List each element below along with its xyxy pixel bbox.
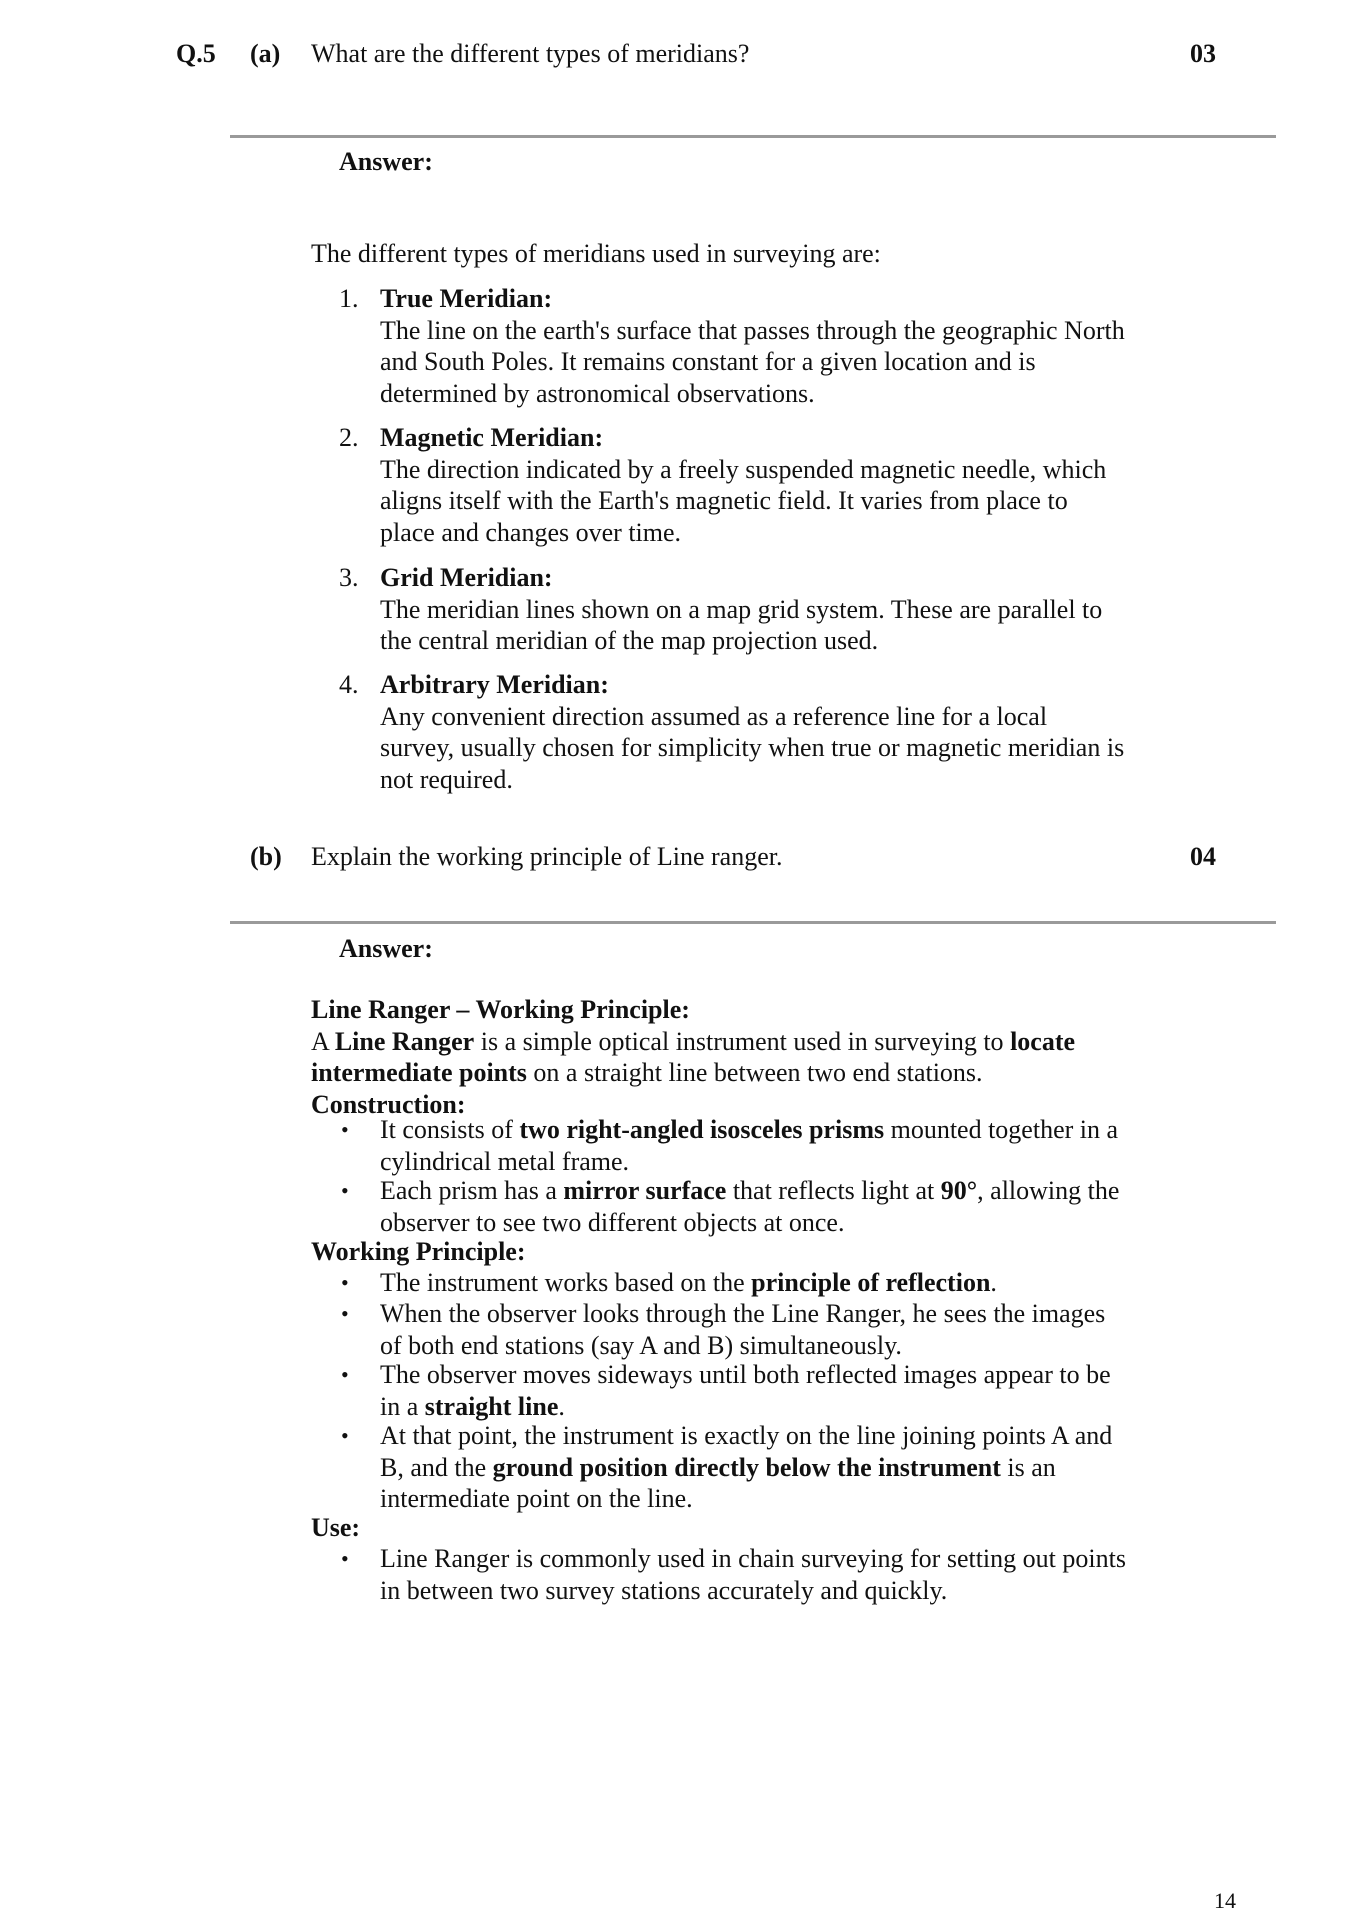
- bullet-icon: •: [341, 1301, 349, 1326]
- item-line: Any convenient direction assumed as a reference line for a local: [380, 701, 1048, 731]
- page-number: 14: [1214, 1888, 1236, 1913]
- item-line: The direction indicated by a freely suspended magnetic needle, which: [380, 454, 1107, 484]
- bullet-icon: •: [341, 1423, 349, 1448]
- divider-a: [230, 135, 1276, 138]
- answer-heading-b: Answer:: [339, 934, 433, 963]
- use-item: Line Ranger is commonly used in chain surveying for setting out points in between two survey stations accurately and quickly.: [380, 1544, 1126, 1605]
- bullet-icon: •: [341, 1546, 349, 1571]
- meridian-item: [339, 562, 359, 594]
- working-item: At that point, the instrument is exactly on the line joining points A and B, and the ground position directly below the instrument is an intermediate point on the line.: [380, 1421, 1113, 1513]
- meridian-item-text: [380, 562, 1102, 657]
- question-number: Q.5: [176, 39, 216, 68]
- item-line: not required.: [380, 764, 513, 794]
- item-line: The meridian lines shown on a map grid system. These are parallel to: [380, 594, 1103, 624]
- line-ranger-section: [311, 994, 1075, 1120]
- item-title: Grid Meridian:: [380, 563, 553, 592]
- line-ranger-title: Line Ranger – Working Principle:: [311, 995, 690, 1024]
- construction-item: It consists of two right-angled isosceles prisms mounted together in a cylindrical metal frame.: [380, 1115, 1119, 1176]
- line-ranger-intro-line2: intermediate points on a straight line between two end stations.: [311, 1058, 983, 1087]
- working-heading: Working Principle:: [311, 1237, 526, 1266]
- line-ranger-intro-line1: A Line Ranger is a simple optical instrument used in surveying to locate: [311, 1026, 1076, 1056]
- working-item: When the observer looks through the Line Ranger, he sees the images of both end stations (say A and B) simultaneously.: [380, 1299, 1106, 1360]
- item-line: and South Poles. It remains constant for a given location and is: [380, 347, 1036, 376]
- bullet-icon: •: [341, 1362, 349, 1387]
- item-line: place and changes over time.: [380, 517, 682, 547]
- meridian-item: [339, 283, 359, 315]
- part-a-question: What are the different types of meridians?: [311, 39, 750, 68]
- item-line: determined by astronomical observations.: [380, 378, 815, 408]
- item-title: Arbitrary Meridian:: [380, 670, 609, 699]
- construction-item: Each prism has a mirror surface that reflects light at 90°, allowing the observer to see two different objects at once.: [380, 1176, 1120, 1237]
- meridian-item: [339, 669, 359, 701]
- bullet-icon: •: [341, 1178, 349, 1203]
- part-a-marks: 03: [1190, 39, 1216, 68]
- bullet-icon: •: [341, 1270, 349, 1295]
- bullet-icon: •: [341, 1117, 349, 1142]
- item-line: aligns itself with the Earth's magnetic field. It varies from place to: [380, 486, 1068, 515]
- part-a-label: (a): [250, 39, 281, 68]
- item-line: survey, usually chosen for simplicity when true or magnetic meridian is: [380, 733, 1125, 762]
- meridian-item-text: [380, 283, 1125, 409]
- item-number: 1.: [339, 284, 359, 313]
- use-heading: Use:: [311, 1513, 361, 1542]
- item-number: 2.: [339, 423, 359, 452]
- meridian-item-text: [380, 669, 1124, 795]
- divider-b: [230, 921, 1276, 924]
- construction-heading: Construction:: [311, 1089, 466, 1119]
- item-title: True Meridian:: [380, 284, 553, 313]
- item-title: Magnetic Meridian:: [380, 423, 604, 452]
- item-line: the central meridian of the map projection used.: [380, 626, 879, 655]
- item-number: 4.: [339, 670, 359, 699]
- answer-heading-a: Answer:: [339, 147, 433, 176]
- item-line: The line on the earth's surface that passes through the geographic North: [380, 315, 1125, 345]
- meridian-intro: The different types of meridians used in surveying are:: [311, 239, 881, 268]
- part-b-label: (b): [250, 842, 282, 871]
- working-item: The instrument works based on the principle of reflection.: [380, 1268, 997, 1297]
- part-b-question: Explain the working principle of Line ranger.: [311, 842, 783, 871]
- part-b-marks: 04: [1190, 842, 1216, 871]
- meridian-item-text: [380, 422, 1106, 548]
- working-item: The observer moves sideways until both reflected images appear to be in a straight line.: [380, 1360, 1111, 1421]
- item-number: 3.: [339, 563, 359, 592]
- meridian-item: [339, 422, 359, 454]
